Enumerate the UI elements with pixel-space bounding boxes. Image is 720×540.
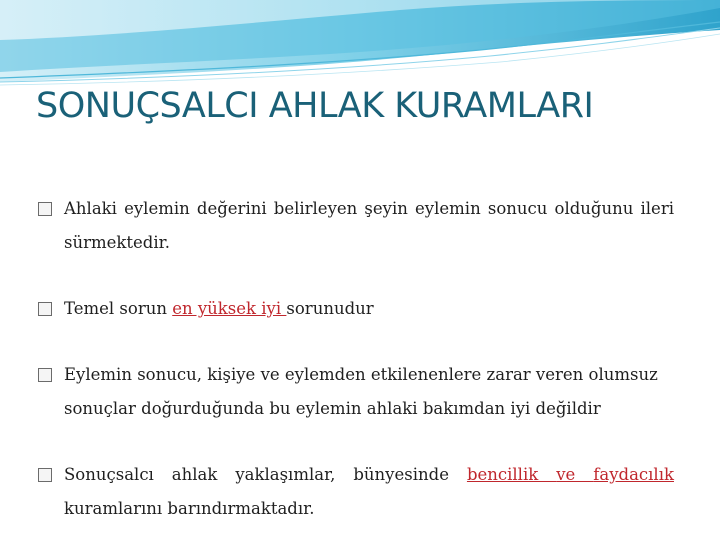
bullet-marker-icon — [38, 368, 52, 382]
highlighted-term: bencillik — [466, 465, 557, 484]
highlighted-term: faydacılık — [593, 465, 674, 484]
bullet-text: Ahlaki eylemin değerini belirleyen şeyin eylemin sonucu olduğunu ileri sürmektedir. — [64, 199, 674, 252]
page-title: SONUÇSALCI AHLAK KURAMLARI — [36, 86, 594, 126]
bullet-marker-icon — [38, 202, 52, 216]
bullet-text: kuramlarını barındırmaktadır. — [64, 499, 315, 518]
bullet-text: Sonuçsalcı ahlak yaklaşımlar, bünyesinde — [64, 465, 467, 484]
decorative-wave-banner — [0, 0, 720, 90]
bullet-text: Temel sorun — [64, 299, 173, 318]
bullet-marker-icon — [38, 468, 52, 482]
bullet-item — [38, 458, 674, 526]
bullet-item — [38, 292, 674, 326]
bullet-item — [38, 192, 674, 260]
bullet-item — [38, 358, 674, 426]
bullet-text: Eylemin sonucu, kişiye ve eylemden etkilenenlere zarar veren olumsuz sonuçlar doğurduğunda bu eylemin ahlaki bakımdan iyi değildir — [64, 365, 658, 418]
highlighted-term: ve — [556, 465, 594, 484]
bullet-text: sorunudur — [286, 299, 374, 318]
highlighted-term: en yüksek iyi — [172, 299, 287, 318]
bullet-marker-icon — [38, 302, 52, 316]
bullet-list — [38, 192, 674, 526]
